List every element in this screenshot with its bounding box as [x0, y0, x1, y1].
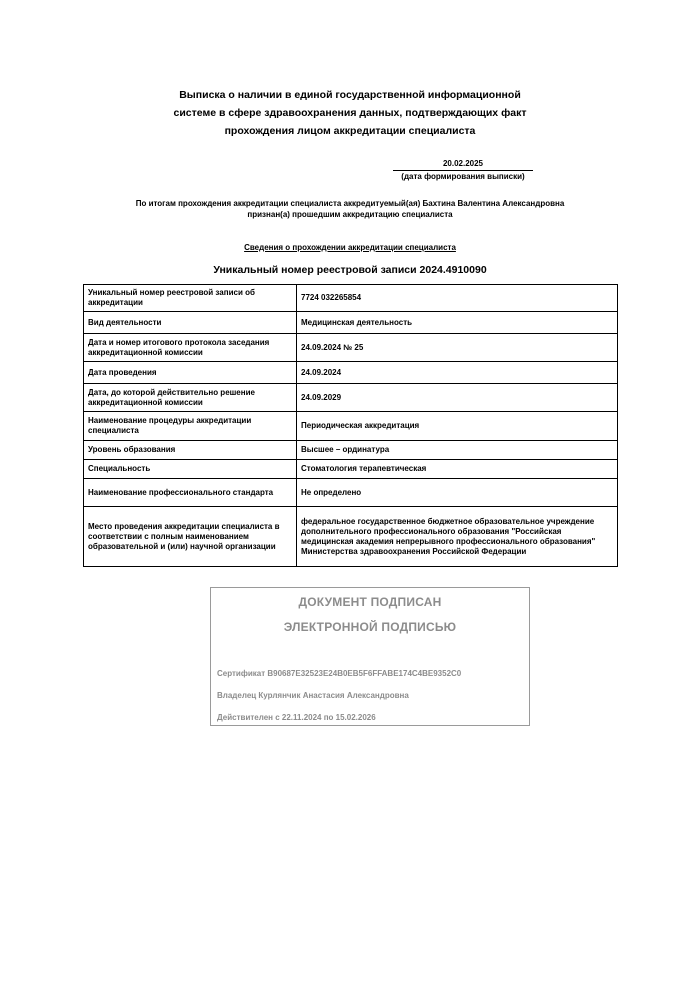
- row-value: Стоматология терапевтическая: [297, 460, 618, 479]
- record-number-heading: Уникальный номер реестровой записи 2024.4910090: [213, 264, 487, 276]
- stamp-certificate: Сертификат B90687E32523E24B0EB5F6FFABE174C4BE9352C0: [217, 669, 462, 678]
- table-row: [84, 334, 618, 362]
- stamp-valid-period: Действителен с 22.11.2024 по 15.02.2026: [217, 713, 376, 722]
- row-label: Дата и номер итогового протокола заседания аккредитационной комиссии: [84, 334, 297, 362]
- extract-date-caption: (дата формирования выписки): [401, 172, 525, 181]
- row-value: Высшее – ординатура: [297, 441, 618, 460]
- row-label: Уникальный номер реестровой записи об аккредитации: [84, 285, 297, 312]
- title-line-2: системе в сфере здравоохранения данных, подтверждающих факт: [173, 107, 527, 119]
- row-label: Уровень образования: [84, 441, 297, 460]
- electronic-signature-stamp: [210, 587, 530, 726]
- document-title: [130, 86, 570, 140]
- row-value: 24.09.2024 № 25: [297, 334, 618, 362]
- section-title-text: Сведения о прохождении аккредитации специалиста: [244, 243, 456, 252]
- row-label: Специальность: [84, 460, 297, 479]
- row-value: 7724 032265854: [297, 285, 618, 312]
- table-row: [84, 362, 618, 384]
- table-row: [84, 460, 618, 479]
- row-value: Медицинская деятельность: [297, 312, 618, 334]
- row-label: Наименование профессионального стандарта: [84, 479, 297, 507]
- table-row: [84, 312, 618, 334]
- stamp-title-line-2: ЭЛЕКТРОННОЙ ПОДПИСЬЮ: [283, 620, 457, 634]
- table-row: [84, 507, 618, 567]
- extract-date: 20.02.2025: [393, 158, 533, 171]
- accreditation-result: [60, 198, 640, 220]
- result-line-1: По итогам прохождения аккредитации специалиста аккредитуемый(ая) Бахтина Валентина Александровна: [135, 199, 565, 208]
- stamp-owner: Владелец Курлянчик Анастасия Александровна: [217, 691, 409, 700]
- row-label: Дата проведения: [84, 362, 297, 384]
- result-line-2: признан(а) прошедшим аккредитацию специалиста: [247, 210, 453, 219]
- table-row: [84, 412, 618, 441]
- title-line-3: прохождения лицом аккредитации специалиста: [224, 125, 476, 137]
- row-label: Вид деятельности: [84, 312, 297, 334]
- row-value: федеральное государственное бюджетное образовательное учреждение дополнительного профессионального образования "Российская медицинская академия непрерывного профессионального образования" Министерства здравоохранения Российской Федерации: [297, 507, 618, 567]
- row-value: Периодическая аккредитация: [297, 412, 618, 441]
- table-row: [84, 441, 618, 460]
- stamp-title-line-1: ДОКУМЕНТ ПОДПИСАН: [298, 595, 442, 609]
- row-value: Не определено: [297, 479, 618, 507]
- title-line-1: Выписка о наличии в единой государственной информационной: [179, 89, 521, 101]
- row-label: Наименование процедуры аккредитации специалиста: [84, 412, 297, 441]
- section-title: [60, 242, 640, 253]
- row-value: 24.09.2029: [297, 384, 618, 412]
- table-row: [84, 285, 618, 312]
- table-row: [84, 479, 618, 507]
- table-row: [84, 384, 618, 412]
- extract-date-block: [393, 158, 533, 183]
- row-label: Место проведения аккредитации специалиста в соответствии с полным наименованием образовательной и (или) научной организации: [84, 507, 297, 567]
- row-label: Дата, до которой действительно решение аккредитационной комиссии: [84, 384, 297, 412]
- row-value: 24.09.2024: [297, 362, 618, 384]
- accreditation-info-table: [83, 284, 618, 567]
